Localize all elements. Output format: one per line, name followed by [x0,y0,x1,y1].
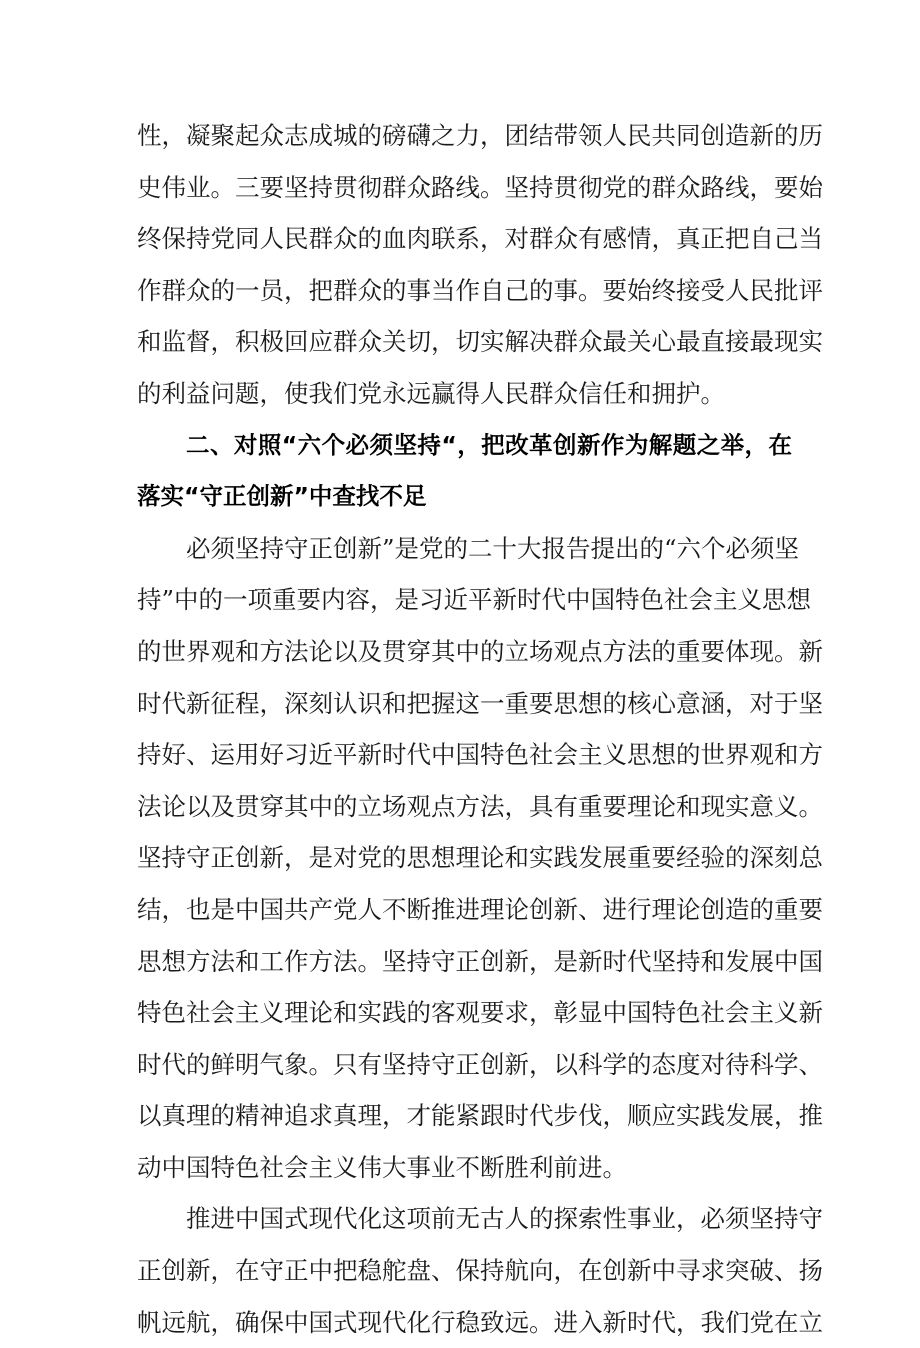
text-line: 推进中国式现代化这项前无古人的探索性事业，必须坚持守 [186,1204,823,1234]
text-line: 思想方法和工作方法。坚持守正创新，是新时代坚持和发展中国 [137,946,823,976]
paragraph-2 [137,523,823,1194]
text-line: 必须坚持守正创新”是党的二十大报告提出的“六个必须坚 [186,533,800,563]
heading-line: 二、对照“六个必须坚持“，把改革创新作为解题之举，在 [186,430,792,459]
text-line: 的利益问题，使我们党永远赢得人民群众信任和拥护。 [137,378,725,408]
text-line: 特色社会主义理论和实践的客观要求，彰显中国特色社会主义新 [137,998,823,1028]
text-line: 以真理的精神追求真理，才能紧跟时代步伐，顺应实践发展，推 [137,1101,823,1131]
text-line: 时代新征程，深刻认识和把握这一重要思想的核心意涵，对于坚 [137,688,823,718]
text-line: 和监督，积极回应群众关切，切实解决群众最关心最直接最现实 [137,327,823,357]
text-line: 帆远航，确保中国式现代化行稳致远。进入新时代，我们党在立 [137,1307,823,1337]
paragraph-1 [137,110,823,420]
text-line: 持好、运用好习近平新时代中国特色社会主义思想的世界观和方 [137,740,823,770]
paragraph-3 [137,1193,823,1348]
text-line: 时代的鲜明气象。只有坚持守正创新，以科学的态度对待科学、 [137,1049,823,1079]
text-line: 性，凝聚起众志成城的磅礴之力，团结带领人民共同创造新的历 [137,121,823,150]
text-line: 持”中的一项重要内容，是习近平新时代中国特色社会主义思想 [137,585,812,615]
text-line: 正创新，在守正中把稳舵盘、保持航向，在创新中寻求突破、扬 [137,1256,823,1286]
section-heading [137,420,792,523]
text-line: 的世界观和方法论以及贯穿其中的立场观点方法的重要体现。新 [137,636,823,666]
text-line: 法论以及贯穿其中的立场观点方法，具有重要理论和现实意义。 [137,791,823,821]
text-line: 动中国特色社会主义伟大事业不断胜利前进。 [137,1152,627,1182]
text-line: 作群众的一员，把群众的事当作自己的事。要始终接受人民批评 [137,275,823,305]
heading-line: 落实“守正创新”中查找不足 [137,482,427,511]
document-body [137,110,823,1348]
text-line: 史伟业。三要坚持贯彻群众路线。坚持贯彻党的群众路线，要始 [137,172,823,202]
text-line: 结，也是中国共产党人不断推进理论创新、进行理论创造的重要 [137,894,823,924]
text-line: 坚持守正创新，是对党的思想理论和实践发展重要经验的深刻总 [137,843,823,873]
text-line: 终保持党同人民群众的血肉联系，对群众有感情，真正把自己当 [137,224,823,254]
